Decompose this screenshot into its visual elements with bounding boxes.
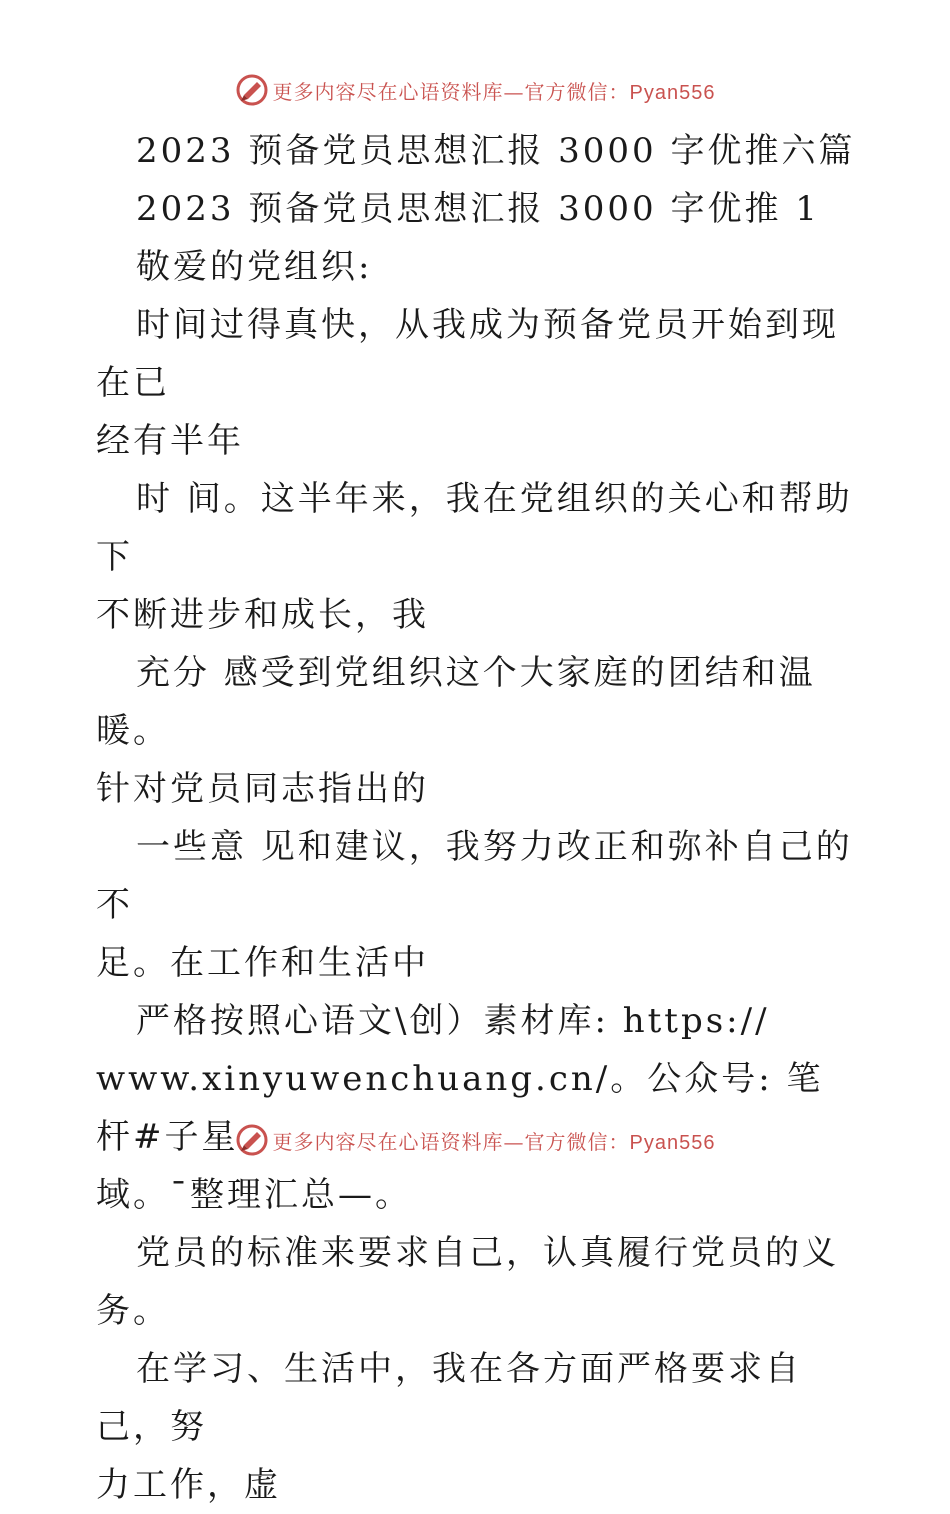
text-line: 在学习、生活中，我在各方面严格要求自己，努 [96,1349,802,1447]
document-title: 2023 预备党员思想汇报 3000 字优推六篇 [136,131,856,171]
pen-nib-logo-icon [235,1123,269,1157]
text-line: 足。在工作和生活中 [96,943,429,983]
text-line: 力工作，虚 [96,1465,281,1505]
header-banner [0,70,950,110]
text-line: 一些意 见和建议，我努力改正和弥补自己的不 [96,827,853,925]
section-heading: 2023 预备党员思想汇报 3000 字优推 1 [136,189,820,229]
text-line: 充分 感受到党组织这个大家庭的团结和温暖。 [96,653,816,751]
text-line: 不断进步和成长，我 [96,595,429,635]
banner-wechat-id: Pyan556 [629,81,716,104]
banner-text [273,76,716,105]
text-line: 时间过得真快，从我成为预备党员开始到现在已 [96,305,839,403]
banner-label: 更多内容尽在心语资料库—官方微信： [272,79,630,104]
text-line: 严格按照心语文\创）素材库: https:// [136,1001,770,1041]
text-line: 时 间。这半年来，我在党组织的关心和帮助下 [96,479,853,577]
text-line: 经有半年 [96,421,244,461]
banner-text [273,1126,716,1155]
document-body [96,122,856,1514]
banner-wechat-id: Pyan556 [629,1131,716,1154]
text-line: 域。¯整理汇总—。 [96,1175,412,1215]
text-line: 党员的标准来要求自己，认真履行党员的义务。 [96,1233,839,1331]
text-line: www.xinyuwenchuang.cn/。公众号: 笔杆#子星 [96,1059,824,1157]
pen-nib-logo-icon [235,73,269,107]
text-line: 针对党员同志指出的 [96,769,429,809]
footer-banner [0,1120,950,1160]
banner-label: 更多内容尽在心语资料库—官方微信： [272,1129,630,1154]
salutation: 敬爱的党组织: [136,247,373,287]
